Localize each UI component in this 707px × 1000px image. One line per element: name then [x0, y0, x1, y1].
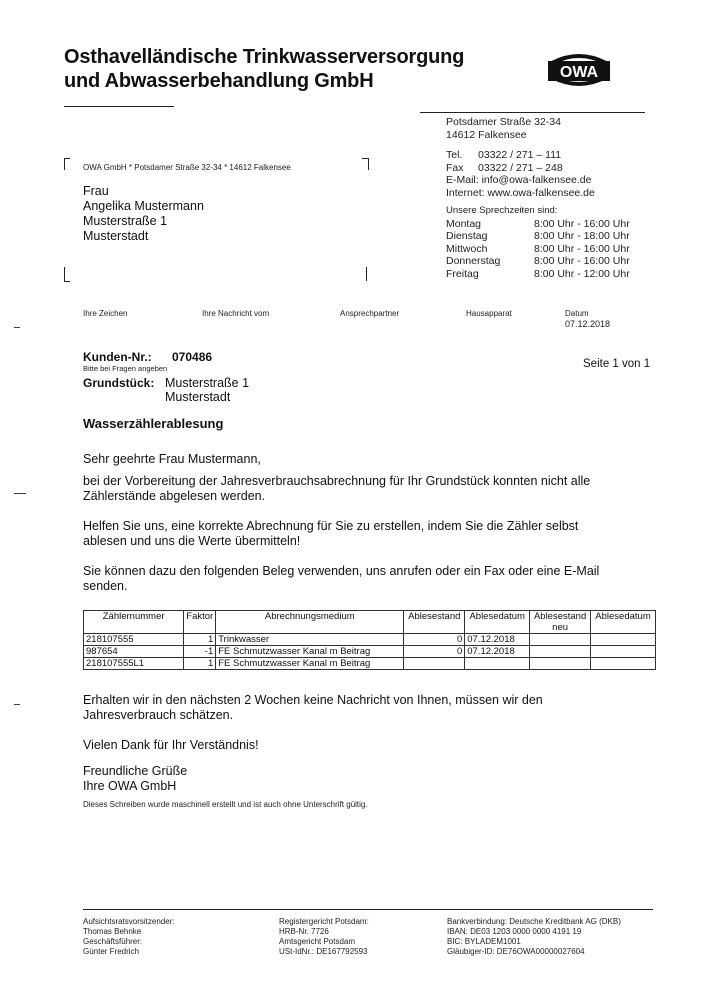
cell-ablesestand: 0: [404, 634, 465, 646]
paragraph-line: Erhalten wir in den nächsten 2 Wochen keine Nachricht von Ihnen, müssen wir den: [83, 693, 543, 707]
th-ablesestand-neu: Ablesestand neu: [530, 611, 591, 634]
ref-ansprechpartner: Ansprechpartner: [340, 309, 400, 318]
cell-ablesestand-neu[interactable]: [530, 646, 591, 658]
table-row: [84, 658, 656, 670]
header-rule-right: [420, 112, 645, 113]
paragraph-line: bei der Vorbereitung der Jahresverbrauchsabrechnung für Ihr Grundstück konnten nicht alle: [83, 474, 591, 488]
paragraph-1: [83, 474, 590, 504]
hours-day: Mittwoch: [446, 242, 488, 255]
hours-day: Dienstag: [446, 230, 488, 242]
recipient-name: Angelika Mustermann: [83, 199, 204, 213]
grundstueck-street: Musterstraße 1: [165, 376, 250, 390]
grundstueck-label: Grundstück:: [83, 376, 155, 390]
email-label: E-Mail:: [446, 174, 479, 186]
company-name-line2: und Abwasserbehandlung GmbH: [64, 70, 374, 92]
th-zaehlernummer: Zählernummer: [84, 611, 184, 634]
cell-ablesedatum-neu[interactable]: [591, 658, 656, 670]
ref-ihre-zeichen: Ihre Zeichen: [83, 309, 128, 318]
hours-row: [446, 218, 630, 231]
paragraph-line: Zählerstände abgelesen werden.: [83, 489, 266, 503]
window-bracket-tl-h: [64, 158, 70, 159]
footer-line: Günter Fredrich: [83, 947, 140, 956]
hours-row: [446, 268, 630, 281]
footer-line: IBAN: DE03 1203 0000 0000 4191 19: [447, 927, 582, 936]
table-row: [84, 646, 656, 658]
paragraph-2: [83, 519, 578, 549]
sender-line: OWA GmbH * Potsdamer Straße 32-34 * 14612 Falkensee: [83, 163, 291, 172]
fax-number: 03322 / 271 – 248: [478, 161, 563, 174]
hours-day: Donnerstag: [446, 255, 501, 267]
hours-time: 8:00 Uhr - 16:00 Uhr: [534, 217, 630, 230]
footer-line: BIC: BYLADEM1001: [447, 937, 521, 946]
hours-title: Unsere Sprechzeiten sind:: [446, 205, 558, 216]
machine-note: Dieses Schreiben wurde maschinell erstellt und ist auch ohne Unterschrift gültig.: [83, 800, 368, 809]
footer-line: Bankverbindung: Deutsche Kreditbank AG (DKB): [447, 917, 621, 926]
ref-datum: 07.12.2018: [565, 319, 611, 329]
cell-ablesestand-neu[interactable]: [530, 658, 591, 670]
grundstueck-city: Musterstadt: [165, 390, 231, 404]
cell-ablesestand: [404, 658, 465, 670]
cell-zaehlernummer: 218107555L1: [84, 658, 184, 670]
hours-time: 8:00 Uhr - 16:00 Uhr: [534, 242, 630, 255]
tel-number: 03322 / 271 – 111: [478, 149, 562, 161]
recipient-address: [83, 184, 204, 244]
recipient-salutation: Frau: [83, 184, 109, 198]
hours-time: 8:00 Uhr - 18:00 Uhr: [534, 230, 630, 242]
footer-line: Registergericht Potsdam:: [279, 917, 369, 926]
ref-datum-label: Datum: [565, 309, 589, 318]
owa-logo: [546, 47, 612, 99]
thanks-line: Vielen Dank für Ihr Verständnis!: [83, 738, 259, 752]
hours-row: [446, 255, 630, 268]
recipient-city: Musterstadt: [83, 229, 149, 243]
cell-ablesedatum: 07.12.2018: [465, 634, 530, 646]
customer-hint: Bitte bei Fragen angeben: [83, 364, 168, 373]
cell-medium: Trinkwasser: [216, 634, 404, 646]
company-street: Potsdamer Straße 32-34: [446, 116, 561, 128]
cell-zaehlernummer: 218107555: [84, 634, 184, 646]
footer-col-1: [83, 917, 175, 957]
cell-ablesedatum-neu[interactable]: [591, 646, 656, 658]
paragraph-line: ablesen und uns die Werte übermitteln!: [83, 534, 301, 548]
hours-row: [446, 243, 630, 256]
fold-mark-top: [14, 327, 20, 328]
closing-line: Ihre OWA GmbH: [83, 779, 177, 793]
cell-zaehlernummer: 987654: [84, 646, 184, 658]
cell-ablesestand-neu[interactable]: [530, 634, 591, 646]
footer-line: Thomas Behnke: [83, 927, 142, 936]
cell-faktor: 1: [184, 658, 216, 670]
window-bracket-tl-v: [64, 158, 65, 170]
footer-line: USt-IdNr.: DE167792593: [279, 947, 368, 956]
cell-faktor: 1: [184, 634, 216, 646]
th-faktor: Faktor: [184, 611, 216, 634]
company-city: 14612 Falkensee: [446, 128, 527, 141]
letter-subject: Wasserzählerablesung: [83, 416, 224, 431]
hours-time: 8:00 Uhr - 12:00 Uhr: [534, 267, 630, 280]
footer-col-2: [279, 917, 369, 957]
footer-line: Geschäftsführer:: [83, 937, 143, 946]
company-name-line1: Osthavelländische Trinkwasserversorgung: [64, 46, 465, 68]
footer-line: Amtsgericht Potsdam: [279, 937, 356, 946]
hours-day: Freitag: [446, 267, 479, 280]
footer-col-3: [447, 917, 621, 957]
closing: [83, 764, 187, 794]
ref-ihre-nachricht: Ihre Nachricht vom: [202, 309, 270, 318]
th-ablesedatum: Ablesedatum: [465, 611, 530, 634]
hours-row: [446, 230, 630, 243]
window-bracket-bl-v: [64, 267, 65, 281]
cell-ablesestand: 0: [404, 646, 465, 658]
cell-ablesedatum-neu[interactable]: [591, 634, 656, 646]
window-bracket-tr-v: [368, 158, 369, 170]
customer-number-label: Kunden-Nr.:: [83, 350, 152, 364]
window-bracket-tr-h: [362, 158, 368, 159]
closing-line: Freundliche Grüße: [83, 764, 188, 778]
meter-readings-table: [83, 610, 656, 670]
customer-number: 070486: [172, 350, 213, 364]
punch-mark: [14, 493, 26, 494]
window-bracket-bl-h: [64, 281, 70, 282]
cell-ablesedatum: [465, 658, 530, 670]
internet-label: Internet:: [446, 186, 485, 199]
email-address[interactable]: info@owa-falkensee.de: [481, 174, 592, 186]
header-rule-left: [64, 106, 174, 107]
th-abrechnungsmedium: Abrechnungsmedium: [216, 611, 404, 634]
ref-hausapparat: Hausapparat: [466, 309, 512, 318]
tel-label: Tel.: [446, 149, 463, 161]
internet-address[interactable]: www.owa-falkensee.de: [487, 186, 595, 199]
fax-label: Fax: [446, 161, 464, 174]
th-ablesedatum-neu: Ablesedatum: [591, 611, 656, 634]
footer-line: HRB-Nr. 7726: [279, 927, 329, 936]
cell-medium: FE Schmutzwasser Kanal m Beitrag: [216, 646, 404, 658]
logo-text: OWA: [559, 64, 599, 81]
paragraph-line: Helfen Sie uns, eine korrekte Abrechnung für Sie zu erstellen, indem Sie die Zähler selbst: [83, 519, 579, 533]
paragraph-4: [83, 693, 543, 723]
hours-day: Montag: [446, 217, 482, 230]
recipient-street: Musterstraße 1: [83, 214, 168, 228]
cell-faktor: -1: [184, 646, 216, 658]
window-bracket-br-v: [366, 267, 367, 281]
th-ablesestand: Ablesestand: [404, 611, 465, 634]
hours-time: 8:00 Uhr - 16:00 Uhr: [534, 255, 630, 267]
letter-greeting: Sehr geehrte Frau Mustermann,: [83, 452, 261, 466]
table-row: [84, 634, 656, 646]
cell-medium: FE Schmutzwasser Kanal m Beitrag: [216, 658, 404, 670]
paragraph-3: [83, 564, 599, 594]
table-header-row: [84, 611, 656, 634]
footer-line: Gläubiger-ID: DE76OWA00000027604: [447, 947, 585, 956]
footer-rule: [83, 909, 653, 910]
paragraph-line: Jahresverbrauch schätzen.: [83, 708, 234, 722]
page-number: Seite 1 von 1: [583, 358, 651, 370]
footer-line: Aufsichtsratsvorsitzender:: [83, 917, 175, 926]
paragraph-line: senden.: [83, 579, 128, 593]
paragraph-line: Sie können dazu den folgenden Beleg verwenden, uns anrufen oder ein Fax oder eine E-Mail: [83, 564, 600, 578]
company-contact: [446, 116, 630, 280]
cell-ablesedatum: 07.12.2018: [465, 646, 530, 658]
fold-mark-bottom: [14, 704, 20, 705]
